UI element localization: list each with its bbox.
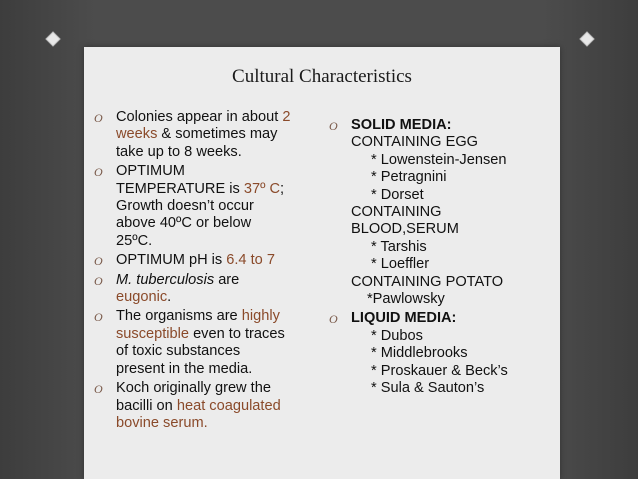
right-column xyxy=(329,117,559,400)
bullet-item: O The organisms are highly susceptible even to traces of toxic substances present in the media. xyxy=(94,308,285,377)
bullet-icon: O xyxy=(94,111,103,125)
bullet-icon: O xyxy=(94,382,103,397)
bullet-item: O Colonies appear in about 2 weeks & sometimes may take up to 8 weeks. xyxy=(94,109,291,160)
bullet-item: O OPTIMUM pH is 6.4 to 7 xyxy=(94,252,316,269)
solid-media-heading: SOLID MEDIA: xyxy=(351,117,452,133)
liquid-media-section: O LIQUID MEDIA: * Dubos * Middlebrooks * Proskauer & Beck’s * Sula & Sauton’s xyxy=(329,310,559,397)
bullet-item: O OPTIMUM TEMPERATURE is 37º C; Growth doesn’t occur above 40ºC or below 25ºC. xyxy=(94,163,285,249)
bullet-icon: O xyxy=(329,119,338,133)
content-panel xyxy=(84,47,560,479)
liquid-media-heading: LIQUID MEDIA: xyxy=(351,310,457,327)
bullet-item: O Koch originally grew the bacilli on heat coagulated bovine serum. xyxy=(94,380,281,431)
bullet-icon: O xyxy=(94,310,103,325)
bullet-icon: O xyxy=(94,165,103,180)
solid-media-section: O SOLID MEDIA: CONTAINING EGG * Lowenstein-Jensen * Petragnini * Dorset CONTAINING BLOOD,SERUM * Tarshis * Loeffler CONTAINING POTATO *Pawlowsky xyxy=(329,117,559,308)
pushpin-icon xyxy=(576,28,598,50)
bullet-icon: O xyxy=(94,254,103,269)
left-column xyxy=(94,109,316,434)
pushpin-icon xyxy=(42,28,64,50)
bullet-item: O M. tuberculosis are eugonic. xyxy=(94,271,240,306)
slide-title: Cultural Characteristics xyxy=(232,66,412,87)
bullet-icon: O xyxy=(94,273,103,288)
bullet-icon: O xyxy=(329,312,338,327)
